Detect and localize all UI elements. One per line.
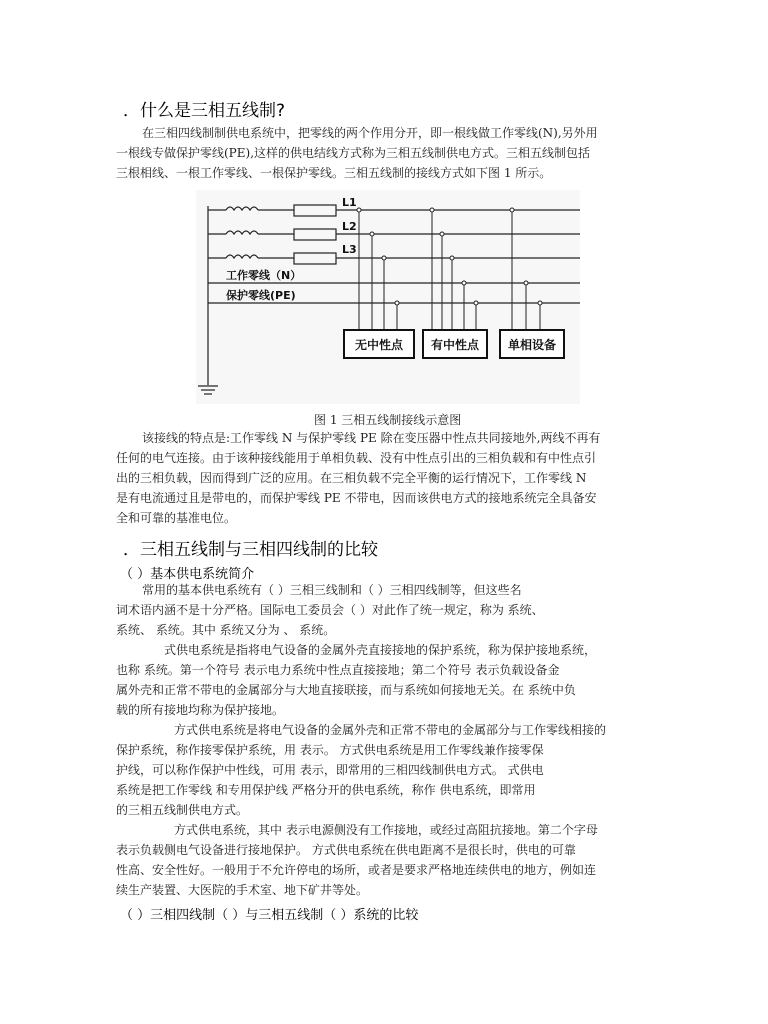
- label-protective: 保护零线(PE): [226, 289, 296, 302]
- label-l1: L1: [342, 196, 357, 209]
- s1-para2-line: 出的三相负载，因而得到广泛的应用。在三相负载不完全平衡的运行情况下，工作零线 N: [116, 471, 587, 485]
- s2-para4-line: 续生产装置、大医院的手术室、地下矿井等处。: [116, 883, 369, 897]
- s1-para1-line: 一根线专做保护零线(PE),这样的供电结线方式称为三相五线制供电方式。三相五线制包括: [116, 146, 591, 160]
- section1-heading: ．什么是三相五线制?: [123, 101, 286, 121]
- s2-para2-line: 也称 系统。第一个符号 表示电力系统中性点直接接地；第二个符号 表示负载设备金: [116, 663, 560, 677]
- s2-para4-line: 表示负载侧电气设备进行接地保护。 方式供电系统在供电距离不是很长时，供电的可靠: [116, 843, 576, 857]
- s1-para2-line: 是有电流通过且是带电的，而保护零线 PE 不带电，因而该供电方式的接地系统完全具备安: [116, 491, 597, 505]
- s1-para2-line: 任何的电气连接。由于该种接线能用于单相负载、没有中性点引出的三相负载和有中性点引: [116, 451, 597, 465]
- s2-para3-line: 保护系统，称作接零保护系统，用 表示。 方式供电系统是用工作零线兼作接零保: [116, 743, 544, 757]
- label-neutral: 工作零线（N）: [226, 269, 302, 282]
- label-box-single-phase: 单相设备: [507, 338, 557, 352]
- label-box-with-neutral: 有中性点: [430, 338, 480, 352]
- section2-heading: ．三相五线制与三相四线制的比较: [123, 540, 378, 560]
- s2-para1-line: 常用的基本供电系统有（ ）三相三线制和（ ）三相四线制等，但这些名: [142, 583, 522, 597]
- s2-para2-line: 属外壳和正常不带电的金属部分与大地直接联接，而与系统如何接地无关。在 系统中负: [116, 683, 576, 697]
- label-l3: L3: [342, 243, 357, 256]
- s2-para3-line: 系统是把工作零线 和专用保护线 严格分开的供电系统，称作 供电系统，即常用: [116, 783, 536, 797]
- s2-para4-line: 性高、安全性好。一般用于不允许停电的场所，或者是要求严格地连续供电的地方，例如连: [116, 863, 597, 877]
- s1-para2-line: 全和可靠的基准电位。: [116, 511, 237, 525]
- subsection2-heading: （ ）三相四线制（ ）与三相五线制（ ）系统的比较: [120, 908, 419, 923]
- subsection1-heading: （ ）基本供电系统简介: [120, 567, 255, 582]
- s2-para1-line: 词术语内涵不是十分严格。国际电工委员会（ ）对此作了统一规定，称为 系统、: [116, 603, 544, 617]
- label-box-no-neutral: 无中性点: [354, 338, 404, 352]
- s2-para3-line: 的三相五线制供电方式。: [116, 803, 249, 817]
- s2-para3-line: 方式供电系统是将电气设备的金属外壳和正常不带电的金属部分与工作零线相接的: [174, 723, 607, 737]
- s2-para3-line: 护线，可以称作保护中性线，可用 表示，即常用的三相四线制供电方式。 式供电: [116, 763, 544, 777]
- wiring-diagram: [196, 190, 580, 404]
- figure-caption: 图 1 三相五线制接线示意图: [314, 413, 462, 427]
- s2-para4-line: 方式供电系统，其中 表示电源侧没有工作接地，或经过高阻抗接地。第二个字母: [174, 823, 598, 837]
- label-l2: L2: [342, 220, 357, 233]
- s2-para1-line: 系统、 系统。其中 系统又分为 、 系统。: [116, 623, 336, 637]
- s1-para1-line: 在三相四线制制供电系统中，把零线的两个作用分开，即一根线做工作零线(N),另外用: [142, 126, 598, 140]
- s2-para2-line: 载的所有接地均称为保护接地。: [116, 703, 285, 717]
- s2-para2-line: 式供电系统是指将电气设备的金属外壳直接接地的保护系统，称为保护接地系统，: [164, 643, 597, 657]
- s1-para2-line: 该接线的特点是:工作零线 N 与保护零线 PE 除在变压器中性点共同接地外,两线不再有: [142, 431, 601, 445]
- s1-para1-line: 三根相线、一根工作零线、一根保护零线。三相五线制的接线方式如下图 1 所示。: [116, 166, 552, 180]
